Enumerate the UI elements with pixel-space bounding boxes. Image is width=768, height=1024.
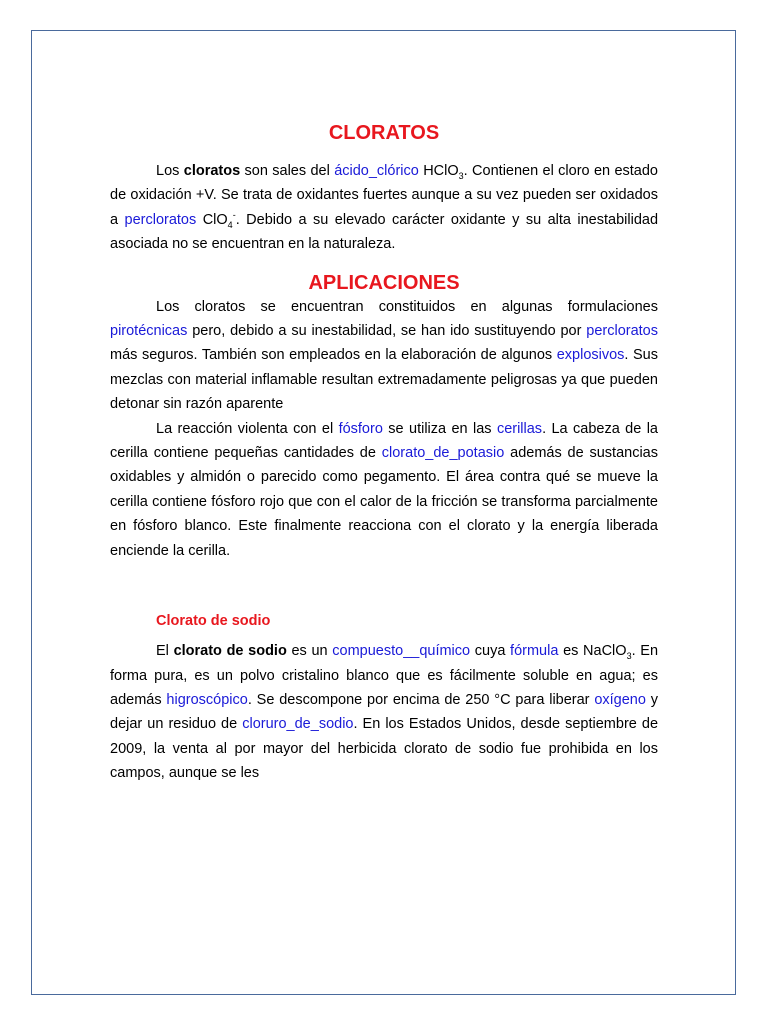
link-clorato-de-potasio[interactable]: clorato_de_potasio <box>381 445 505 462</box>
link-oxigeno[interactable]: oxígeno <box>594 691 646 708</box>
text: más seguros. También son empleados en la elaboración de algunos <box>110 347 557 364</box>
link-formula[interactable]: fórmula <box>510 643 559 660</box>
link-cloruro-de-sodio[interactable]: cloruro_de_sodio <box>242 716 354 733</box>
link-pirotecnicas[interactable]: pirotécnicas <box>110 323 188 340</box>
link-higroscopico[interactable]: higroscópico <box>166 691 248 708</box>
text: Los cloratos se encuentran constituidos en algunas formulaciones <box>156 298 658 315</box>
text: . La cabeza de la cerilla contiene pequeñas cantidades de <box>110 420 658 462</box>
superscript: - <box>232 209 236 220</box>
link-compuesto-quimico[interactable]: compuesto__químico <box>332 643 471 660</box>
text: y dejar un residuo de <box>110 691 658 733</box>
text: ClO <box>196 211 228 228</box>
text: El <box>156 643 174 660</box>
link-cerillas[interactable]: cerillas <box>496 420 543 437</box>
intro-paragraph <box>110 159 658 257</box>
text: HClO <box>418 163 459 179</box>
text: son sales del <box>240 163 335 179</box>
text: es NaClO <box>558 643 627 660</box>
link-percloratos[interactable]: percloratos <box>586 323 658 340</box>
text: . Sus mezclas con material inflamable resultan extremadamente peligrosas ya que pueden detonar sin razón aparente <box>110 347 658 413</box>
link-percloratos[interactable]: percloratos <box>124 211 197 228</box>
text: cuya <box>470 643 511 660</box>
sodium-chlorate-paragraph <box>110 639 658 785</box>
link-acido-clorico[interactable]: ácido_clórico <box>334 163 419 179</box>
subscript: 3 <box>458 170 464 181</box>
text: Los <box>156 163 184 179</box>
text: . Contienen el cloro en estado de oxidación +V. Se trata de oxidantes fuertes aunque a su vez pueden ser oxidados a <box>110 163 658 228</box>
bold-term: cloratos <box>183 163 241 179</box>
text: . En los Estados Unidos, desde septiembre de 2009, la venta al por mayor del herbicida clorato de sodio fue prohibida en los campos, aunque se les <box>110 716 659 782</box>
text: pero, debido a su inestabilidad, se han ido sustituyendo por <box>187 323 587 340</box>
subscript: 3 <box>626 650 632 661</box>
link-explosivos[interactable]: explosivos <box>556 347 625 364</box>
link-fosforo[interactable]: fósforo <box>338 420 383 437</box>
text: además de sustancias oxidables y almidón o parecido como pegamento. El área contra qué se mueve la cerilla contiene fósforo rojo que con el calor de la fricción se transforma parcialmente en fósforo blanco. Este finalmente reacciona con el clorato y la energía liberada enciende la cerilla. <box>110 445 658 559</box>
page-title: CLORATOS <box>328 122 440 144</box>
text: La reacción violenta con el <box>156 420 339 437</box>
bold-term: clorato de sodio <box>173 643 287 660</box>
document-body <box>110 120 658 786</box>
text: se utiliza en las <box>382 420 497 437</box>
applications-paragraph <box>110 295 658 417</box>
subsection-title: Clorato de sodio <box>156 613 271 630</box>
text: . En forma pura, es un polvo cristalino blanco que es fácilmente soluble en agua; es además <box>110 643 659 708</box>
text: es un <box>286 643 333 660</box>
subscript: 4 <box>227 219 233 230</box>
matches-paragraph <box>110 417 658 563</box>
text: . Debido a su elevado carácter oxidante y su alta inestabilidad asociada no se encuentran en la naturaleza. <box>110 211 659 253</box>
text: . Se descompone por encima de 250 °C para liberar <box>247 691 595 708</box>
section-title: APLICACIONES <box>308 271 460 294</box>
